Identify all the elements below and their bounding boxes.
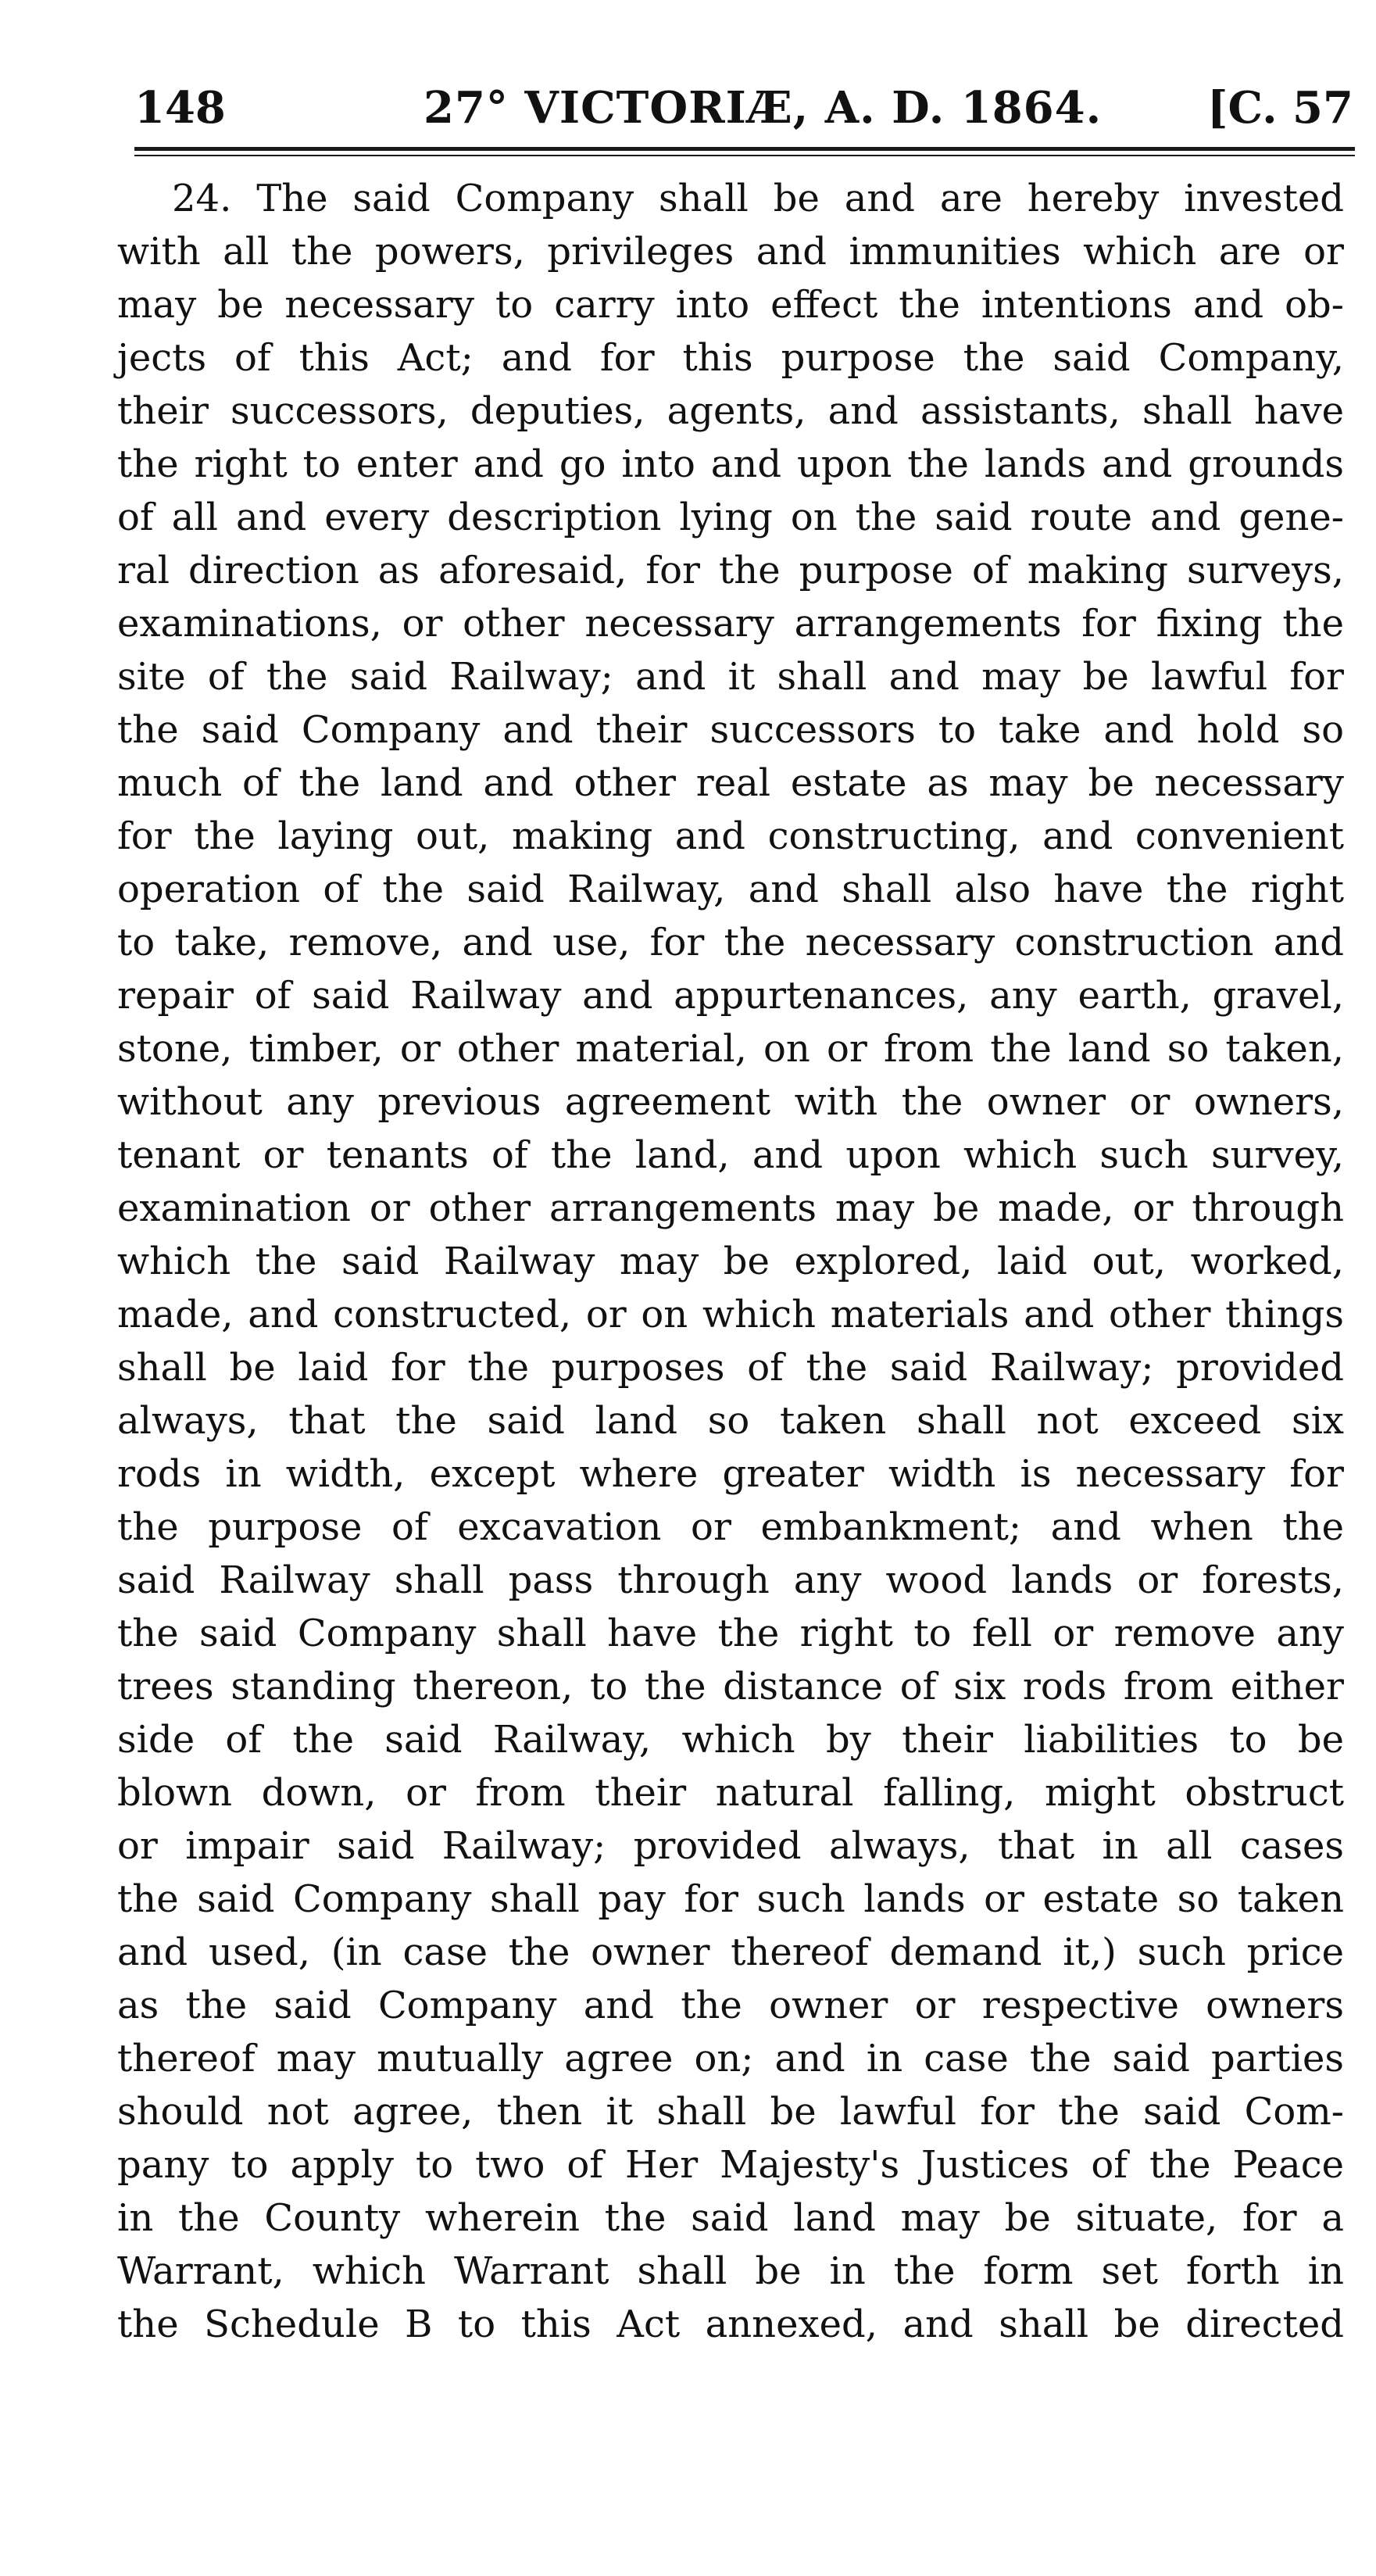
page-number: 148 [134, 82, 226, 134]
text-line: shall be laid for the purposes of the said Railway; provided [117, 1346, 1344, 1390]
text-line: always, that the said land so taken shall not exceed six [117, 1399, 1344, 1443]
text-line: their successors, deputies, agents, and assistants, shall have [117, 389, 1344, 433]
text-line: ral direction as aforesaid, for the purpose of making surveys, [117, 549, 1344, 592]
text-line: made, and constructed, or on which materials and other things [117, 1293, 1344, 1336]
text-line: in the County wherein the said land may be situate, for a [117, 2196, 1344, 2240]
text-line: the said Company and their successors to take and hold so [117, 708, 1344, 752]
text-line: trees standing thereon, to the distance of six rods from either [117, 1665, 1344, 1708]
text-line: should not agree, then it shall be lawful for the said Com- [117, 2090, 1344, 2134]
text-line: site of the said Railway; and it shall and may be lawful for [117, 655, 1344, 699]
running-title: 27° VICTORIÆ, A. D. 1864. [424, 82, 1103, 134]
text-line: tenant or tenants of the land, and upon which such survey, [117, 1133, 1344, 1177]
text-line: for the laying out, making and constructing, and convenient [117, 814, 1344, 858]
header-rule-thick [134, 147, 1355, 151]
text-line: blown down, or from their natural falling, might obstruct [117, 1771, 1344, 1815]
text-line: side of the said Railway, which by their liabilities to be [117, 1718, 1344, 1762]
text-line: examinations, or other necessary arrangements for fixing the [117, 602, 1344, 646]
text-line: or impair said Railway; provided always, that in all cases [117, 1824, 1344, 1868]
page-header [134, 77, 1353, 139]
text-line: Warrant, which Warrant shall be in the form set forth in [117, 2249, 1344, 2293]
text-line: may be necessary to carry into effect the intentions and ob- [117, 283, 1344, 327]
text-line: as the said Company and the owner or respective owners [117, 1984, 1344, 2027]
text-line: 24. The said Company shall be and are hereby invested [172, 177, 1344, 220]
text-line: jects of this Act; and for this purpose the said Company, [117, 336, 1344, 380]
text-line: the right to enter and go into and upon the lands and grounds [117, 442, 1344, 486]
text-line: rods in width, except where greater width is necessary for [117, 1452, 1344, 1496]
text-line: the purpose of excavation or embankment; and when the [117, 1505, 1344, 1549]
text-line: said Railway shall pass through any wood lands or forests, [117, 1558, 1344, 1602]
text-line: repair of said Railway and appurtenances, any earth, gravel, [117, 974, 1344, 1018]
text-line: the said Company shall have the right to fell or remove any [117, 1612, 1344, 1655]
text-line: pany to apply to two of Her Majesty's Justices of the Peace [117, 2143, 1344, 2187]
text-line: which the said Railway may be explored, laid out, worked, [117, 1240, 1344, 1283]
text-line: examination or other arrangements may be made, or through [117, 1186, 1344, 1230]
text-line: without any previous agreement with the owner or owners, [117, 1080, 1344, 1124]
text-line: stone, timber, or other material, on or from the land so taken, [117, 1027, 1344, 1071]
chapter-reference: [C. 57 [1206, 82, 1353, 134]
text-line: much of the land and other real estate as may be necessary [117, 761, 1344, 805]
text-line: of all and every description lying on the said route and gene- [117, 496, 1344, 539]
text-line: thereof may mutually agree on; and in case the said parties [117, 2037, 1344, 2080]
text-line: operation of the said Railway, and shall also have the right [117, 868, 1344, 911]
header-rule-thin [134, 155, 1355, 156]
text-line: and used, (in case the owner thereof demand it,) such price [117, 1930, 1344, 1974]
text-line: the said Company shall pay for such lands or estate so taken [117, 1877, 1344, 1921]
text-line: to take, remove, and use, for the necessary construction and [117, 921, 1344, 964]
section-24-text [117, 172, 1344, 2351]
text-line: with all the powers, privileges and immunities which are or [117, 230, 1344, 274]
text-line: the Schedule B to this Act annexed, and shall be directed [117, 2302, 1344, 2346]
